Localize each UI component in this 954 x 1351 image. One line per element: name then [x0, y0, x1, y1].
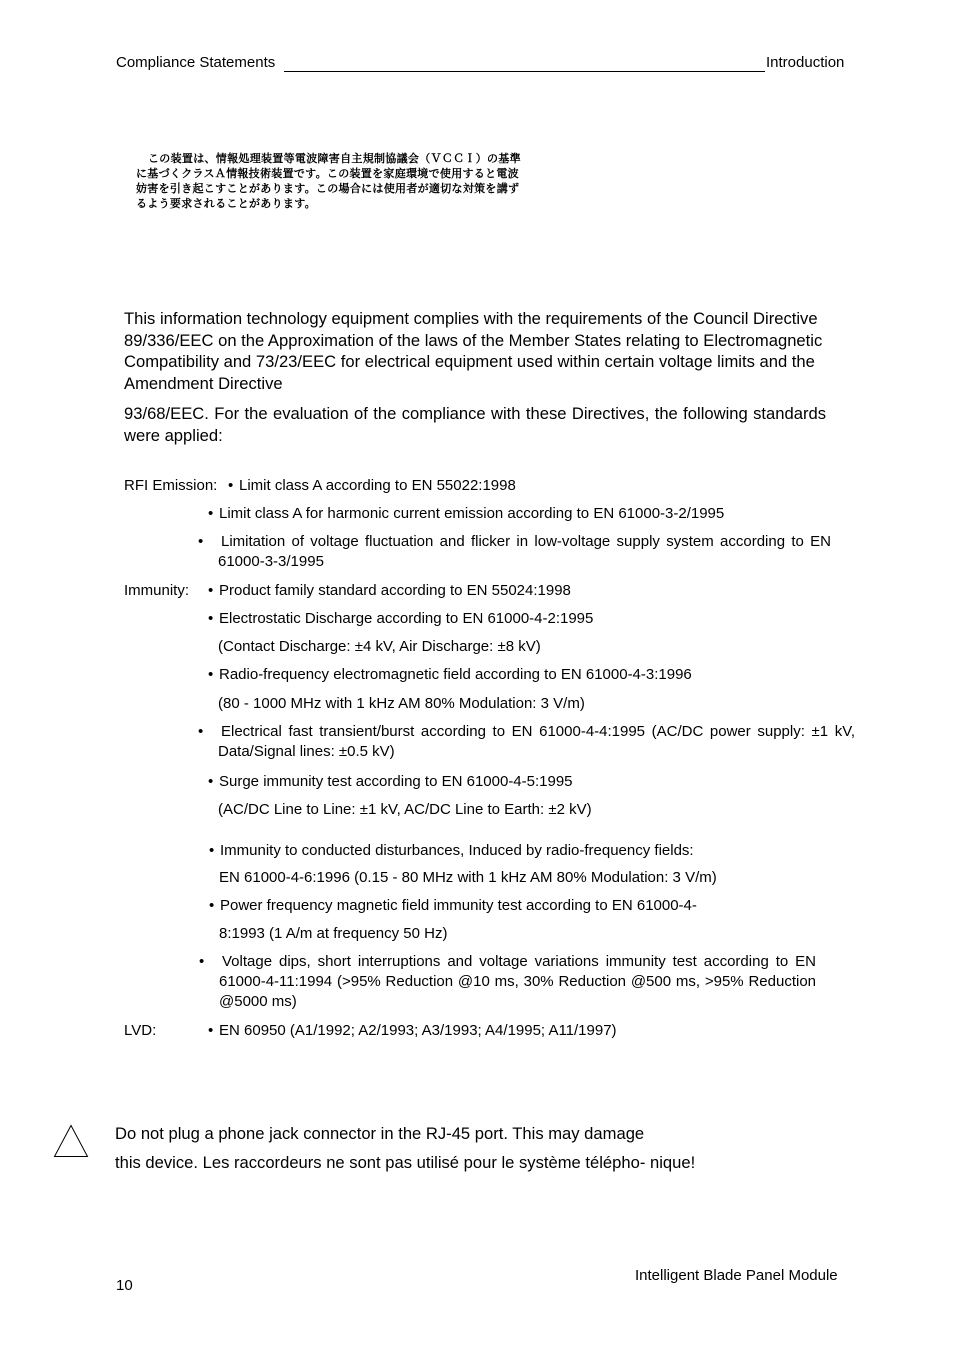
- standard-item: [208, 504, 853, 524]
- vcci-line: るよう要求されることがあります。: [136, 198, 316, 210]
- standard-text: Limit class A for harmonic current emission according to EN 61000-3-2/1995: [219, 505, 725, 522]
- standard-item: [208, 581, 853, 601]
- standard-item: [198, 722, 855, 762]
- vcci-line: この装置は、情報処理装置等電波障害自主規制協議会（ＶＣＣＩ）の基準: [148, 153, 521, 165]
- bullet: •: [198, 723, 204, 740]
- caution-text-line: Do not plug a phone jack connector in the RJ-45 port. This may damage: [115, 1124, 645, 1143]
- standard-item: [209, 896, 854, 916]
- standard-detail: 8:1993 (1 A/m at frequency 50 Hz): [219, 925, 448, 942]
- standard-detail: (Contact Discharge: ±4 kV, Air Discharge: ±8 kV): [218, 638, 541, 655]
- ce-compliance-paragraph: This information technology equipment complies with the requirements of the Council Directive 89/336/EEC on the Approximation of the laws of the Member States relating to Electromagnetic Compatibility and 73/23/EEC for electrical equipment used within certain voltage limits and the Amendment Directive: [124, 309, 823, 393]
- bullet: •: [199, 953, 205, 970]
- bullet: •: [208, 505, 214, 522]
- standard-text: Electrical fast transient/burst according to EN 61000-4-4:1995 (AC/DC power supply: ±1 kV, Data/Signal lines: ±0.5 kV): [218, 723, 855, 760]
- bullet: •: [208, 582, 214, 599]
- standard-text: Voltage dips, short interruptions and voltage variations immunity test according to EN 61000-4-11:1994 (>95% Reduction @10 ms, 30% Reduction @500 ms, >95% Reduction @5000 ms): [219, 953, 816, 1010]
- standard-text: EN 60950 (A1/1992; A2/1993; A3/1993; A4/1995; A11/1997): [219, 1022, 617, 1039]
- standard-text: Electrostatic Discharge according to EN 61000-4-2:1995: [219, 610, 594, 627]
- standard-detail: EN 61000-4-6:1996 (0.15 - 80 MHz with 1 kHz AM 80% Modulation: 3 V/m): [219, 869, 717, 886]
- rfi-emission-label: RFI Emission:: [124, 477, 218, 494]
- standard-item: [198, 532, 831, 572]
- running-header-section: Compliance Statements: [116, 54, 276, 71]
- standard-text: Product family standard according to EN 55024:1998: [219, 582, 571, 599]
- standard-item: [208, 772, 853, 792]
- standard-item: [208, 609, 853, 629]
- page-number: 10: [116, 1277, 133, 1294]
- bullet: •: [209, 897, 215, 914]
- footer-title: Intelligent Blade Panel Module: [635, 1267, 838, 1284]
- vcci-line: 妨害を引き起こすことがあります。この場合には使用者が適切な対策を講ず: [136, 183, 520, 195]
- standard-text: Limit class A according to EN 55022:1998: [239, 477, 516, 494]
- standard-detail: (80 - 1000 MHz with 1 kHz AM 80% Modulation: 3 V/m): [218, 695, 585, 712]
- standard-item: [208, 665, 853, 685]
- bullet: •: [198, 533, 204, 550]
- standard-text: Surge immunity test according to EN 61000-4-5:1995: [219, 773, 573, 790]
- standard-item: [199, 952, 816, 1012]
- standards-intro-paragraph: 93/68/EEC. For the evaluation of the compliance with these Directives, the following standards were applied:: [124, 404, 826, 445]
- bullet: •: [209, 842, 215, 859]
- standard-text: Immunity to conducted disturbances, Induced by radio-frequency fields:: [220, 842, 694, 859]
- bullet: •: [208, 1022, 214, 1039]
- caution-triangle-icon: [53, 1124, 89, 1158]
- immunity-label: Immunity:: [124, 582, 190, 599]
- standard-item: [209, 841, 854, 861]
- standard-item: [208, 1021, 853, 1041]
- bullet: •: [228, 477, 234, 494]
- header-rule: [284, 71, 765, 72]
- lvd-label: LVD:: [124, 1022, 157, 1039]
- standard-detail: (AC/DC Line to Line: ±1 kV, AC/DC Line to Earth: ±2 kV): [218, 801, 592, 818]
- bullet: •: [208, 666, 214, 683]
- vcci-notice: [136, 152, 566, 212]
- standard-text: Limitation of voltage fluctuation and flicker in low-voltage supply system according to EN 61000-3-3/1995: [218, 533, 831, 570]
- running-header-chapter: Introduction: [766, 54, 845, 71]
- vcci-line: に基づくクラスＡ情報技術装置です。この装置を家庭環境で使用すると電波: [136, 168, 519, 180]
- standard-text: Power frequency magnetic field immunity test according to EN 61000-4-: [220, 897, 697, 914]
- standard-item: [228, 476, 873, 496]
- bullet: •: [208, 773, 214, 790]
- standard-text: Radio-frequency electromagnetic field according to EN 61000-4-3:1996: [219, 666, 692, 683]
- caution-text-line: this device. Les raccordeurs ne sont pas utilisé pour le système télépho- nique!: [115, 1153, 696, 1172]
- bullet: •: [208, 610, 214, 627]
